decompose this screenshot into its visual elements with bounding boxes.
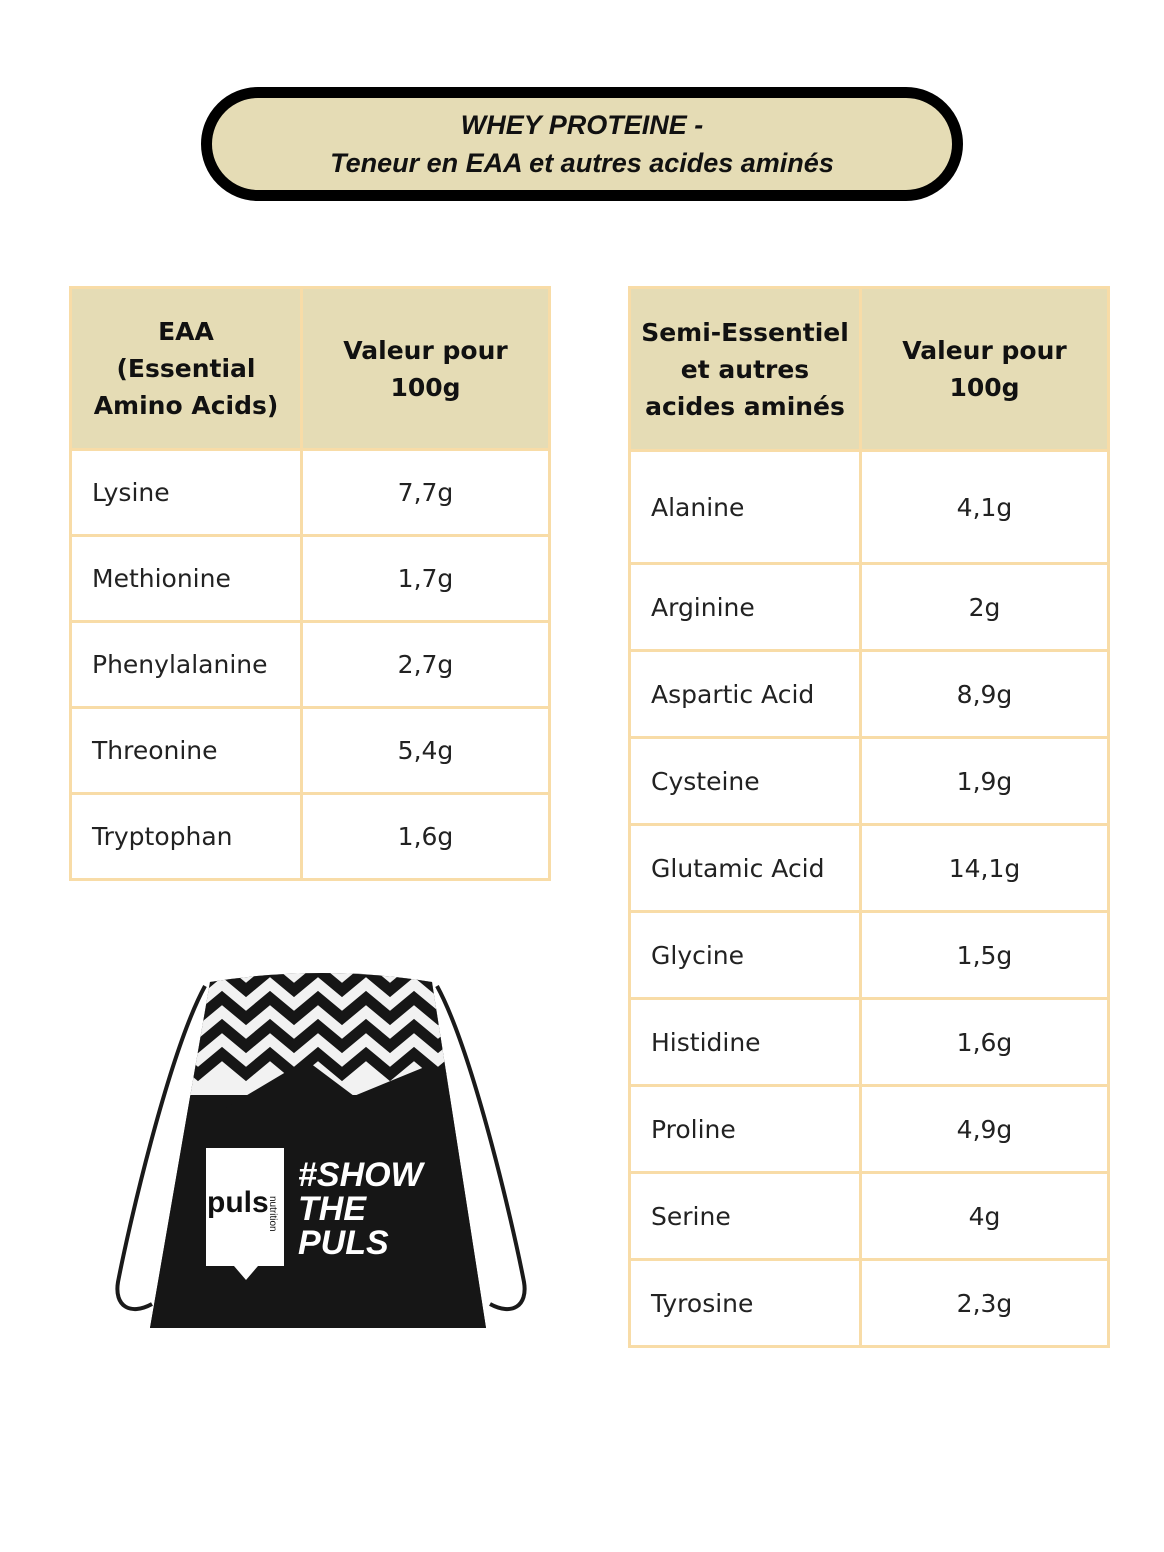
table-row xyxy=(71,794,550,880)
table-row xyxy=(630,912,1109,999)
header-line: Amino Acids) xyxy=(93,391,279,420)
amino-name: Glycine xyxy=(630,912,861,999)
table-row xyxy=(630,825,1109,912)
amino-value: 4,1g xyxy=(861,451,1109,564)
header-line: acides aminés xyxy=(645,391,845,421)
slogan-line-3: PULS xyxy=(298,1224,389,1262)
amino-value: 14,1g xyxy=(861,825,1109,912)
amino-name: Aspartic Acid xyxy=(630,651,861,738)
table-row xyxy=(630,1260,1109,1347)
table-row xyxy=(630,738,1109,825)
table-row xyxy=(630,1086,1109,1173)
amino-value: 2,7g xyxy=(302,622,550,708)
amino-value: 1,9g xyxy=(861,738,1109,825)
table-row xyxy=(71,622,550,708)
slogan-line-2: THE xyxy=(298,1190,366,1228)
amino-name: Proline xyxy=(630,1086,861,1173)
amino-value: 2,3g xyxy=(861,1260,1109,1347)
amino-name: Phenylalanine xyxy=(71,622,302,708)
amino-value: 1,6g xyxy=(861,999,1109,1086)
amino-name: Histidine xyxy=(630,999,861,1086)
header-line: Valeur pour xyxy=(343,335,508,365)
eaa-header-name xyxy=(71,288,302,450)
amino-name: Glutamic Acid xyxy=(630,825,861,912)
semi-header-value xyxy=(861,288,1109,451)
amino-name: Arginine xyxy=(630,564,861,651)
amino-value: 8,9g xyxy=(861,651,1109,738)
header-line: EAA xyxy=(158,317,214,346)
header-line: Valeur pour xyxy=(902,336,1067,365)
eaa-header-value xyxy=(302,288,550,450)
amino-name: Alanine xyxy=(630,451,861,564)
chevron-pattern xyxy=(150,970,490,1340)
semi-header-name xyxy=(630,288,861,451)
table-row xyxy=(71,450,550,536)
amino-value: 2g xyxy=(861,564,1109,651)
title-line-2: Teneur en EAA et autres acides aminés xyxy=(330,148,834,178)
amino-value: 7,7g xyxy=(302,450,550,536)
amino-name: Cysteine xyxy=(630,738,861,825)
table-row xyxy=(71,536,550,622)
amino-value: 1,7g xyxy=(302,536,550,622)
drawstring-bag-image xyxy=(110,960,540,1340)
table-row xyxy=(71,708,550,794)
table-row xyxy=(630,651,1109,738)
table-row xyxy=(630,1173,1109,1260)
header-line: 100g xyxy=(390,372,461,402)
amino-name: Serine xyxy=(630,1173,861,1260)
amino-value: 5,4g xyxy=(302,708,550,794)
header-line: 100g xyxy=(949,373,1020,402)
title-line-1: WHEY PROTEINE - xyxy=(460,110,704,140)
header-line: (Essential xyxy=(116,354,256,383)
amino-value: 1,5g xyxy=(861,912,1109,999)
eaa-header-row xyxy=(71,288,550,450)
semi-essential-table xyxy=(628,286,1110,1348)
logo-subtext: nutrition xyxy=(267,1196,278,1232)
header-line: Semi-Essentiel xyxy=(641,317,849,347)
amino-name: Tyrosine xyxy=(630,1260,861,1347)
amino-name: Methionine xyxy=(71,536,302,622)
amino-name: Threonine xyxy=(71,708,302,794)
amino-name: Lysine xyxy=(71,450,302,536)
amino-value: 4,9g xyxy=(861,1086,1109,1173)
eaa-table xyxy=(69,286,551,881)
semi-header-row xyxy=(630,288,1109,451)
title-banner xyxy=(201,87,963,201)
table-row xyxy=(630,999,1109,1086)
slogan-line-1: #SHOW xyxy=(298,1156,423,1194)
table-row xyxy=(630,451,1109,564)
amino-name: Tryptophan xyxy=(71,794,302,880)
header-line: et autres xyxy=(680,354,810,384)
table-row xyxy=(630,564,1109,651)
amino-value: 1,6g xyxy=(302,794,550,880)
amino-value: 4g xyxy=(861,1173,1109,1260)
logo-text: puls xyxy=(207,1186,269,1219)
